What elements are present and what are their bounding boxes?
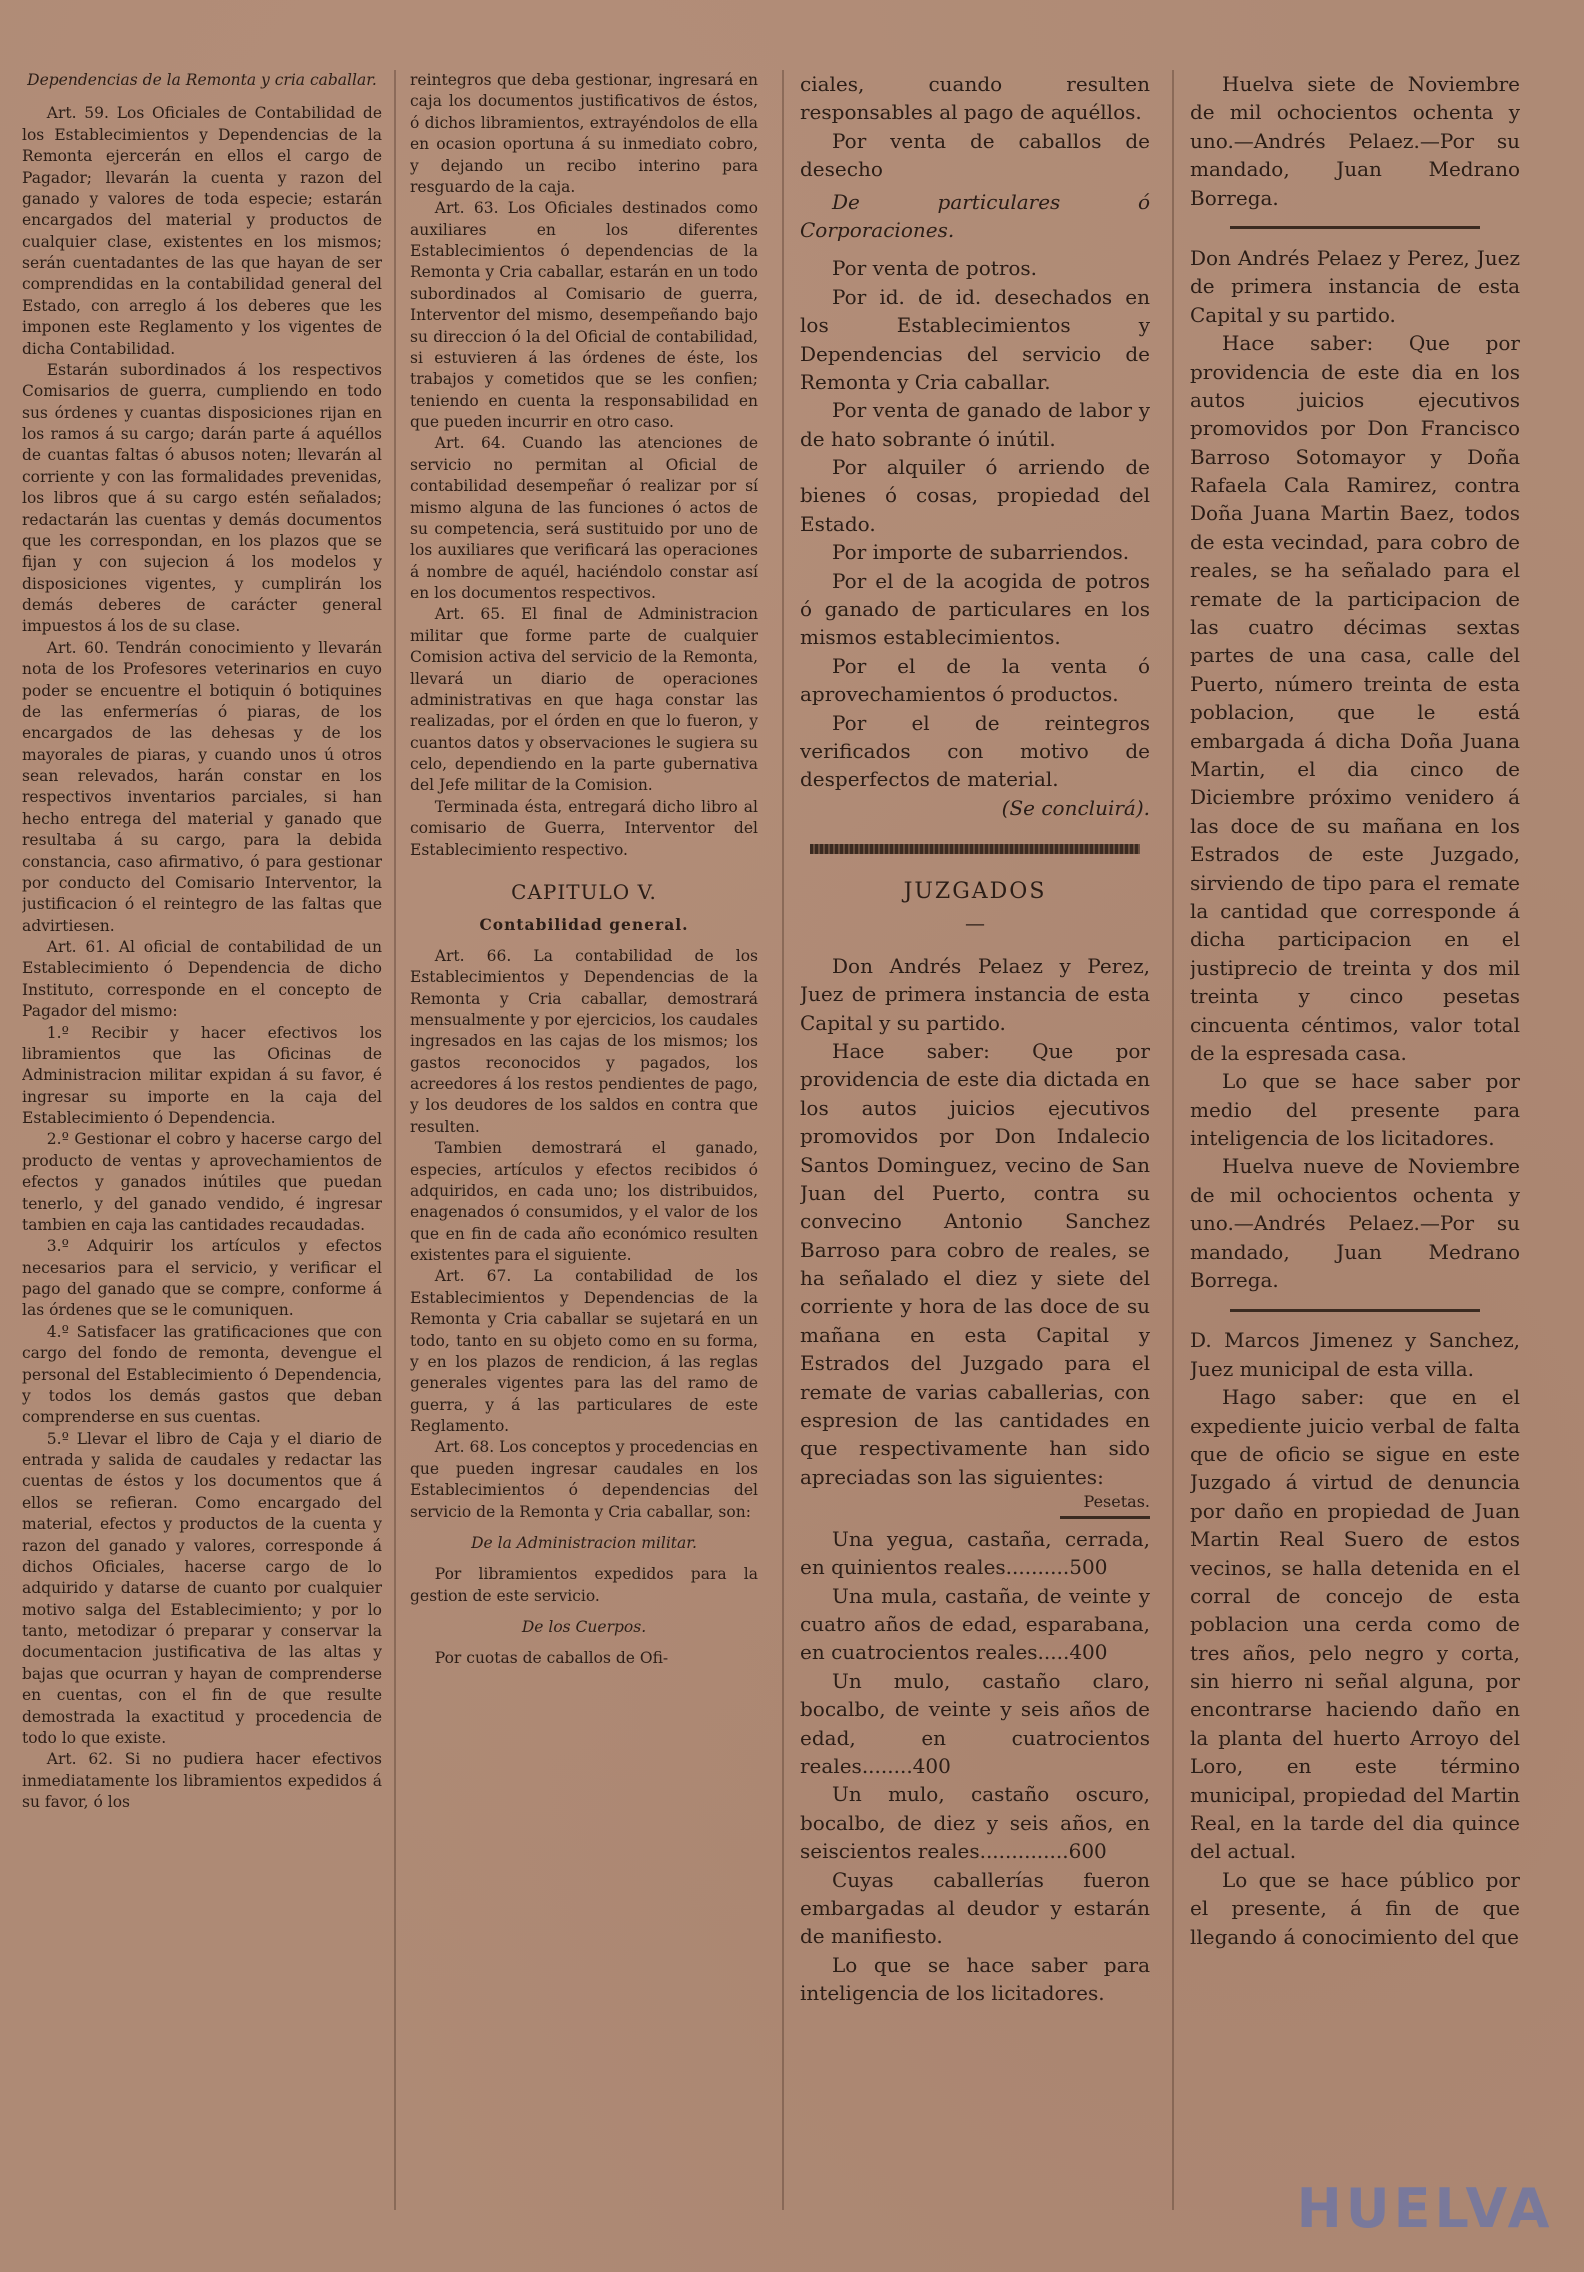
chapter-title: CAPITULO V. [511, 879, 657, 904]
paragraph: Por cuotas de caballos de Ofi- [434, 1649, 669, 1668]
paragraph: Estarán subordinados á los respectivos Comisarios de guerra, cumpliendo en todo sus órdenes y cuantas disposiciones rijan en los ramos á su cargo; darán parte á aquéllos de cuantas faltas ó abusos noten; llevarán al corriente y con las formalidades prevenidas, los libros que á su cargo estén señalados; redactarán las cuentas y demás documentos que les correspondan, en los plazos que se fijan y con sujecion á los modelos y disposiciones vigentes, y cumplirán los demás deberes de carácter general impuestos á los de su clase. [22, 360, 382, 636]
paragraph: Por el de reintegros verificados con motivo de desperfectos de material. [800, 710, 1150, 792]
paragraph: Art. 65. El final de Administracion militar que forme parte de cualquier Comision activa del servicio de la Remonta, llevará un diario de operaciones administrativas en que haga constar las realizadas, por el órden en que lo fueron, y cuantos datos y observaciones le sugiera su celo, dependiendo en la parte gubernativa del Jefe militar de la Comision. [410, 605, 758, 795]
column-2 [410, 70, 758, 2210]
table-header: Pesetas. [1083, 1492, 1150, 1512]
section-title: JUZGADOS [903, 879, 1047, 905]
paragraph: Art. 60. Tendrán conocimiento y llevarán nota de los Profesores veterinarios en cuyo poder se encuentre el botiquin ó botiquines de las enfermerías ó piaras, de los encargados de las dehesas y de los mayorales de piaras, y cuando unos ú otros sean relevados, harán constar en los respectivos inventarios parciales, si han hecho entrega del material y ganado que resultaba á su cargo, para la debida constancia, caso afirmativo, ó para gestionar por conducto del Comisario Interventor, la justificacion ó el reintegro de las faltas que advirtiesen. [22, 638, 382, 935]
column-4 [1190, 70, 1520, 2210]
separator-rule [1230, 226, 1480, 230]
subheading: De los Cuerpos. [521, 1618, 647, 1637]
section-rule [810, 844, 1140, 854]
column-1-header: Dependencias de la Remonta y cria caballar. [27, 71, 377, 89]
list-item: Una mula, castaña, de veinte y cuatro años de edad, esparabana, en cuatrocientos reales.....400 [800, 1583, 1150, 1665]
paragraph: Por venta de caballos de desecho [800, 128, 1150, 182]
subheading: De la Administracion militar. [471, 1533, 697, 1552]
header-rule [1060, 1516, 1150, 1519]
list-item: Una yegua, castaña, cerrada, en quinientos reales..........500 [800, 1526, 1150, 1580]
paragraph: Terminada ésta, entregará dicho libro al comisario de Guerra, Interventor del Establecimiento respectivo. [410, 797, 758, 859]
edict-body: Lo que se hace público por el presente, á fin de que llegando á conocimiento del que [1190, 1867, 1520, 1949]
to-be-continued: (Se concluirá). [1001, 795, 1150, 820]
edict-body: Hace saber: Que por providencia de este dia en los autos juicios ejecutivos promovidos por Don Francisco Barroso Sotomayor y Doña Rafaela Cala Ramirez, contra Doña Juana Martin Baez, todos de esta vecindad, para cobro de reales, se ha señalado para el remate de la participacion de las cuatro décimas sextas partes de una casa, calle del Puerto, número treinta de esta poblacion, que le está embargada á dicha Doña Juana Martin, el dia cinco de Diciembre próximo venidero á las doce de su mañana en los Estrados de este Juzgado, sirviendo de tipo para el remate la cantidad que corresponde á dicha participacion en el justiprecio de treinta y dos mil treinta y cinco pesetas cincuenta céntimos, valor total de la espresada casa. [1190, 331, 1520, 1065]
paragraph: Art. 68. Los conceptos y procedencias en que pueden ingresar caudales en los Establecimientos ó dependencias del servicio de la Remonta y Cria caballar, son: [410, 1438, 758, 1521]
column-divider [1172, 70, 1174, 2210]
list-item: Un mulo, castaño oscuro, bocalbo, de diez y seis años, en seiscientos reales..............600 [800, 1782, 1150, 1864]
edict-body: Hace saber: Que por providencia de este dia dictada en los autos juicios ejecutivos promovidos por Don Indalecio Santos Dominguez, vecino de San Juan del Puerto, contra su convecino Antonio Sanchez Barroso para cobro de reales, se ha señalado el diez y siete del corriente y hora de las doce de su mañana en esta Capital y Estrados del Juzgado para el remate de varias caballerias, con espresion de las cantidades en que respectivamente han sido apreciadas son las siguientes: [800, 1038, 1150, 1489]
paragraph: Por venta de potros. [832, 256, 1038, 281]
paragraph: Tambien demostrará el ganado, especies, artículos y efectos recibidos ó adquiridos, en cada uno; los distribuidos, enagenados ó consumidos, y el valor de los que en fin de cada año económico resulten existentes para el siguiente. [410, 1139, 758, 1265]
paragraph: Por el de la acogida de potros ó ganado de particulares en los mismos establecimientos. [800, 568, 1150, 650]
edict-body: Lo que se hace saber por medio del presente para inteligencia de los licitadores. [1190, 1069, 1520, 1151]
paragraph: Cuyas caballerías fueron embargadas al deudor y estarán de manifiesto. [800, 1867, 1150, 1949]
paragraph: Art. 66. La contabilidad de los Establecimientos y Dependencias de la Remonta y Cria caballar, demostrará mensualmente y por ejercicios, los caudales ingresados en las cajas de los mismos; los gastos reconocidos y pagados, los acreedores á los restos pendientes de pago, y los deudores de los saldos en contra que resulten. [410, 946, 758, 1136]
edict-heading: Don Andrés Pelaez y Perez, Juez de primera instancia de esta Capital y su partido. [800, 953, 1150, 1035]
edict-closing: Huelva siete de Noviembre de mil ochocientos ochenta y uno.—Andrés Pelaez.—Por su mandado, Juan Medrano Borrega. [1190, 72, 1520, 210]
edict-closing: Huelva nueve de Noviembre de mil ochocientos ochenta y uno.—Andrés Pelaez.—Por su mandado, Juan Medrano Borrega. [1190, 1154, 1520, 1293]
column-3 [800, 70, 1150, 2210]
section-dash: — [965, 911, 985, 936]
column-divider [782, 70, 784, 2210]
column-divider [394, 70, 396, 2210]
paragraph: Art. 64. Cuando las atenciones de servicio no permitan al Oficial de contabilidad desempeñar ó realizar por sí mismo alguna de las funciones ó actos de su competencia, será sustituido por uno de los auxiliares que verificará las operaciones á nombre de aquél, haciéndolo constar así en los documentos respectivos. [410, 434, 758, 602]
library-watermark: HUELVA [1296, 2177, 1554, 2240]
paragraph: Por libramientos expedidos para la gestion de este servicio. [410, 1565, 758, 1605]
paragraph: Por id. de id. desechados en los Establecimientos y Dependencias del servicio de Remonta y Cria caballar. [800, 284, 1150, 394]
list-item: Un mulo, castaño claro, bocalbo, de veinte y seis años de edad, en cuatrocientos reales........400 [800, 1668, 1150, 1779]
paragraph: 2.º Gestionar el cobro y hacerse cargo del producto de ventas y aprovechamientos de efectos y ganados inútiles que puedan tenerlo, y del ganado vendido, é ingresar tambien en caja las cantidades recaudadas. [22, 1130, 382, 1234]
subheading: De particulares ó Corporaciones. [800, 189, 1150, 242]
paragraph: 4.º Satisfacer las gratificaciones que con cargo del fondo de remonta, devengue el personal del Establecimiento ó Dependencia, y todos los demás gastos que deban comprenderse en sus cuentas. [22, 1322, 382, 1427]
paragraph: ciales, cuando resulten responsables al pago de aquéllos. [800, 72, 1150, 125]
separator-rule [1230, 1308, 1480, 1312]
edict-heading: D. Marcos Jimenez y Sanchez, Juez municipal de esta villa. [1190, 1328, 1520, 1381]
paragraph: 1.º Recibir y hacer efectivos los libramientos que las Oficinas de Administracion militar expidan á su favor, é ingresar su importe en la caja del Establecimiento ó Dependencia. [22, 1023, 382, 1127]
column-1 [22, 70, 382, 2210]
paragraph: Art. 67. La contabilidad de los Establecimientos y Dependencias de la Remonta y Cria caballar se sujetará en un todo, tanto en su objeto como en su forma, y en los plazos de rendicion, á las reglas generales vigentes para las del ramo de guerra, y á las particulares de este Reglamento. [410, 1267, 758, 1436]
paragraph: reintegros que deba gestionar, ingresará en caja los documentos justificativos de éstos, ó dichos libramientos, extrayéndolos de ella en ocasion oportuna á su inmediato cobro, y dejando un recibo interino para resguardo de la caja. [410, 71, 758, 196]
paragraph: Lo que se hace saber para inteligencia de los licitadores. [800, 1952, 1150, 2006]
paragraph: Por importe de subarriendos. [832, 540, 1130, 565]
paragraph: Art. 62. Si no pudiera hacer efectivos inmediatamente los libramientos expedidos á su favor, ó los [22, 1750, 382, 1811]
paragraph: 5.º Llevar el libro de Caja y el diario de entrada y salida de caudales y redactar las cuentas de éstos y los documentos que á ellos se refieran. Como encargado del material, efectos y productos de la cuenta y razon del ganado y valores, corresponde á dichos Oficiales, hacerse cargo de lo adquirido y datarse de cuanto por cualquier motivo salga del Establecimiento; y por lo tanto, metodizar ó preparar y conservar la documentacion justificativa de las altas y bajas que ocurran y hayan de comprenderse en cuentas, con el fin de que resulte demostrada la exactitud y procedencia de todo lo que existe. [22, 1429, 382, 1747]
chapter-subtitle: Contabilidad general. [479, 915, 689, 935]
edict-heading: Don Andrés Pelaez y Perez, Juez de primera instancia de esta Capital y su partido. [1190, 245, 1520, 327]
paragraph: Art. 59. Los Oficiales de Contabilidad de los Establecimientos y Dependencias de la Remonta ejercerán en ellos el cargo de Pagador; llevarán la cuenta y razon del ganado y valores de toda especie; estarán encargados del material y productos de cualquier clase, existentes en los mismos; serán cuentadantes de las que hayan de ser comprendidas en la contabilidad general del Estado, con arreglo á los deberes que les imponen este Reglamento y los vigentes de dicha Contabilidad. [22, 104, 382, 358]
paragraph: 3.º Adquirir los artículos y efectos necesarios para el servicio, y verificar el pago del ganado que se compre, conforme á las órdenes que se le comuniquen. [22, 1237, 382, 1320]
paragraph: Por el de la venta ó aprovechamientos ó productos. [800, 653, 1150, 707]
paragraph: Art. 63. Los Oficiales destinados como auxiliares en los diferentes Establecimientos ó dependencias de la Remonta y Cria caballar, estarán en un todo subordinados al Comisario de guerra, Interventor del mismo, desempeñando bajo su direccion ó la del Oficial de contabilidad, si estuvieren á las órdenes de éste, los trabajos y cometidos que se les confien; teniendo en cuenta la responsabilidad en que pueden incurrir en otro caso. [410, 199, 758, 431]
edict-body: Hago saber: que en el expediente juicio verbal de falta que de oficio se sigue en este Juzgado á virtud de denuncia por daño en propiedad de Juan Martin Real Suero de estos vecinos, se halla detenida en el corral de concejo de esta poblacion una cerda como de tres años, pelo negro y corta, sin hierro ni señal alguna, por encontrarse haciendo daño en la planta del huerto Arroyo del Loro, en este término municipal, propiedad del Martin Real, en la tarde del dia quince del actual. [1190, 1385, 1520, 1864]
paragraph: Art. 61. Al oficial de contabilidad de un Establecimiento ó Dependencia de dicho Instituto, corresponde en el concepto de Pagador del mismo: [22, 938, 382, 1021]
paragraph: Por alquiler ó arriendo de bienes ó cosas, propiedad del Estado. [800, 455, 1150, 536]
paragraph: Por venta de ganado de labor y de hato sobrante ó inútil. [800, 398, 1150, 451]
